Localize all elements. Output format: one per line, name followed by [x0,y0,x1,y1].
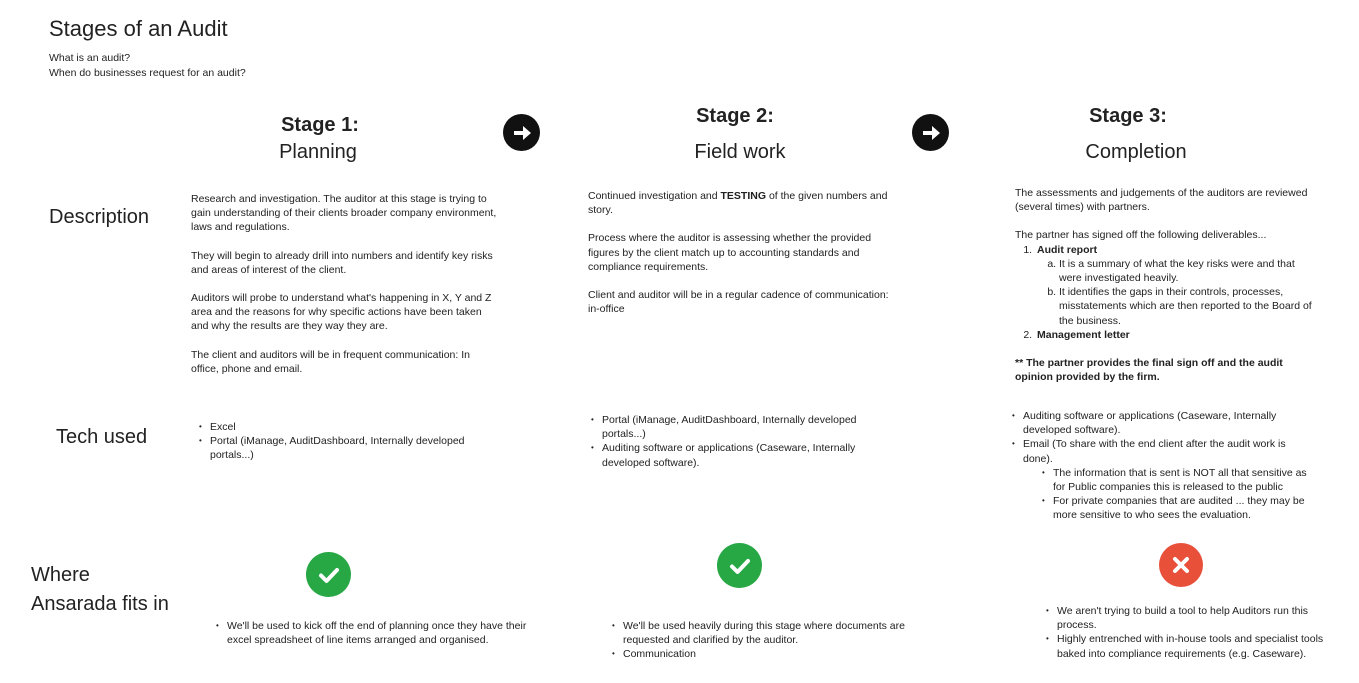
stage-2-description-paragraph: Process where the auditor is assessing whether the provided figures by the client match up to accounting standards and compliance requirements. [588,232,872,273]
stage-3-name: Completion [1085,141,1187,163]
text-span: of the given numbers and story. [588,190,888,217]
row-label-where: Where [31,564,90,586]
stage-1-name: Planning [279,141,357,163]
subtitle-question-2: When do businesses request for an audit? [49,67,246,79]
text-span: Continued investigation and [588,190,721,202]
stage-3-deliverables-intro: The partner has signed off the following deliverables... [1015,229,1267,242]
stage-1-fit-list [211,619,531,647]
list-item: • We'll be used to kick off the end of planning once they have their excel spreadsheet of line items arranged and organised. [227,619,531,647]
stage-3-description [1015,186,1320,398]
stage-3-fit-list [1041,604,1331,661]
stage-1-description-paragraph: Auditors will probe to understand what's happening in X, Y and Z area and the reasons for why specific actions have been taken and why the results are they way they are. [191,292,492,333]
list-item: • Auditing software or applications (Caseware, Internally developed software). [602,441,876,469]
list-item [1035,243,1320,328]
row-label-tech-used: Tech used [56,426,148,448]
stage-1-description-paragraph: Research and investigation. The auditor at this stage is trying to gain understanding of their clients broader company environment, laws and regulations. [191,193,497,234]
list-item [1023,437,1307,522]
x-circle-icon [1159,543,1203,587]
deliverables-list [1015,243,1320,342]
list-item: b. It identifies the gaps in their controls, processes, misstatements which are then reported to the Board of the business. [1059,285,1320,328]
stage-2-name: Field work [694,141,786,163]
email-sublist [1023,466,1307,523]
check-circle-icon [306,552,351,597]
list-item: • We'll be used heavily during this stage where documents are requested and clarified by the auditor. [623,619,917,647]
stage-1-description [191,192,499,390]
partner-note: ** The partner provides the final sign off and the audit opinion provided by the firm. [1015,357,1283,384]
stage-2-tech-list [586,413,876,470]
list-item: • Excel [210,420,484,434]
arrow-right-circle-icon [912,114,949,151]
stage-2-number: Stage 2: [696,105,774,127]
page-title: Stages of an Audit [49,16,228,41]
list-item: • Highly entrenched with in-house tools and specialist tools baked into compliance requirements (e.g. Caseware). [1057,632,1331,660]
deliverable-audit-report: Audit report [1037,243,1098,256]
stage-1-number: Stage 1: [281,114,359,136]
row-label-ansarada-fits-in: Ansarada fits in [31,593,169,615]
list-item: a. It is a summary of what the key risks were and that were investigated heavily. [1059,257,1320,285]
arrow-right-circle-icon [503,114,540,151]
list-item: • We aren't trying to build a tool to help Auditors run this process. [1057,604,1331,632]
list-item: • Portal (iManage, AuditDashboard, Internally developed portals...) [210,434,484,462]
list-item: • The information that is sent is NOT all that sensitive as for Public companies this is released to the public [1053,466,1307,494]
stage-3-number: Stage 3: [1089,105,1167,127]
check-circle-icon [717,543,762,588]
stage-3-description-paragraph: The assessments and judgements of the auditors are reviewed (several times) with partners. [1015,187,1308,214]
list-item: • Auditing software or applications (Caseware, Internally developed software). [1023,409,1307,437]
list-item: • For private companies that are audited ... they may be more sensitive to who sees the evaluation. [1053,494,1307,522]
list-item: • Portal (iManage, AuditDashboard, Internally developed portals...) [602,413,876,441]
stage-2-description [588,189,893,330]
stage-2-description-paragraph: Client and auditor will be in a regular cadence of communication: in-office [588,289,889,316]
deliverable-management-letter: Management letter [1037,328,1130,341]
tech-email: Email (To share with the end client after the audit work is done). [1023,438,1286,465]
stage-1-description-paragraph: The client and auditors will be in frequent communication: In office, phone and email. [191,348,470,375]
list-item [1035,328,1320,342]
stage-2-description-paragraph [588,189,893,217]
audit-report-sublist [1037,257,1320,328]
stage-3-tech-list [1007,409,1307,523]
subtitle-question-1: What is an audit? [49,52,131,64]
row-label-description: Description [49,206,150,228]
list-item: • Communication [623,647,917,661]
stage-2-fit-list [607,619,917,662]
stage-1-tech-list [194,420,484,463]
stage-1-description-paragraph: They will begin to already drill into numbers and identify key risks and areas of interest of the client. [191,249,493,276]
bold-testing: TESTING [720,190,767,202]
